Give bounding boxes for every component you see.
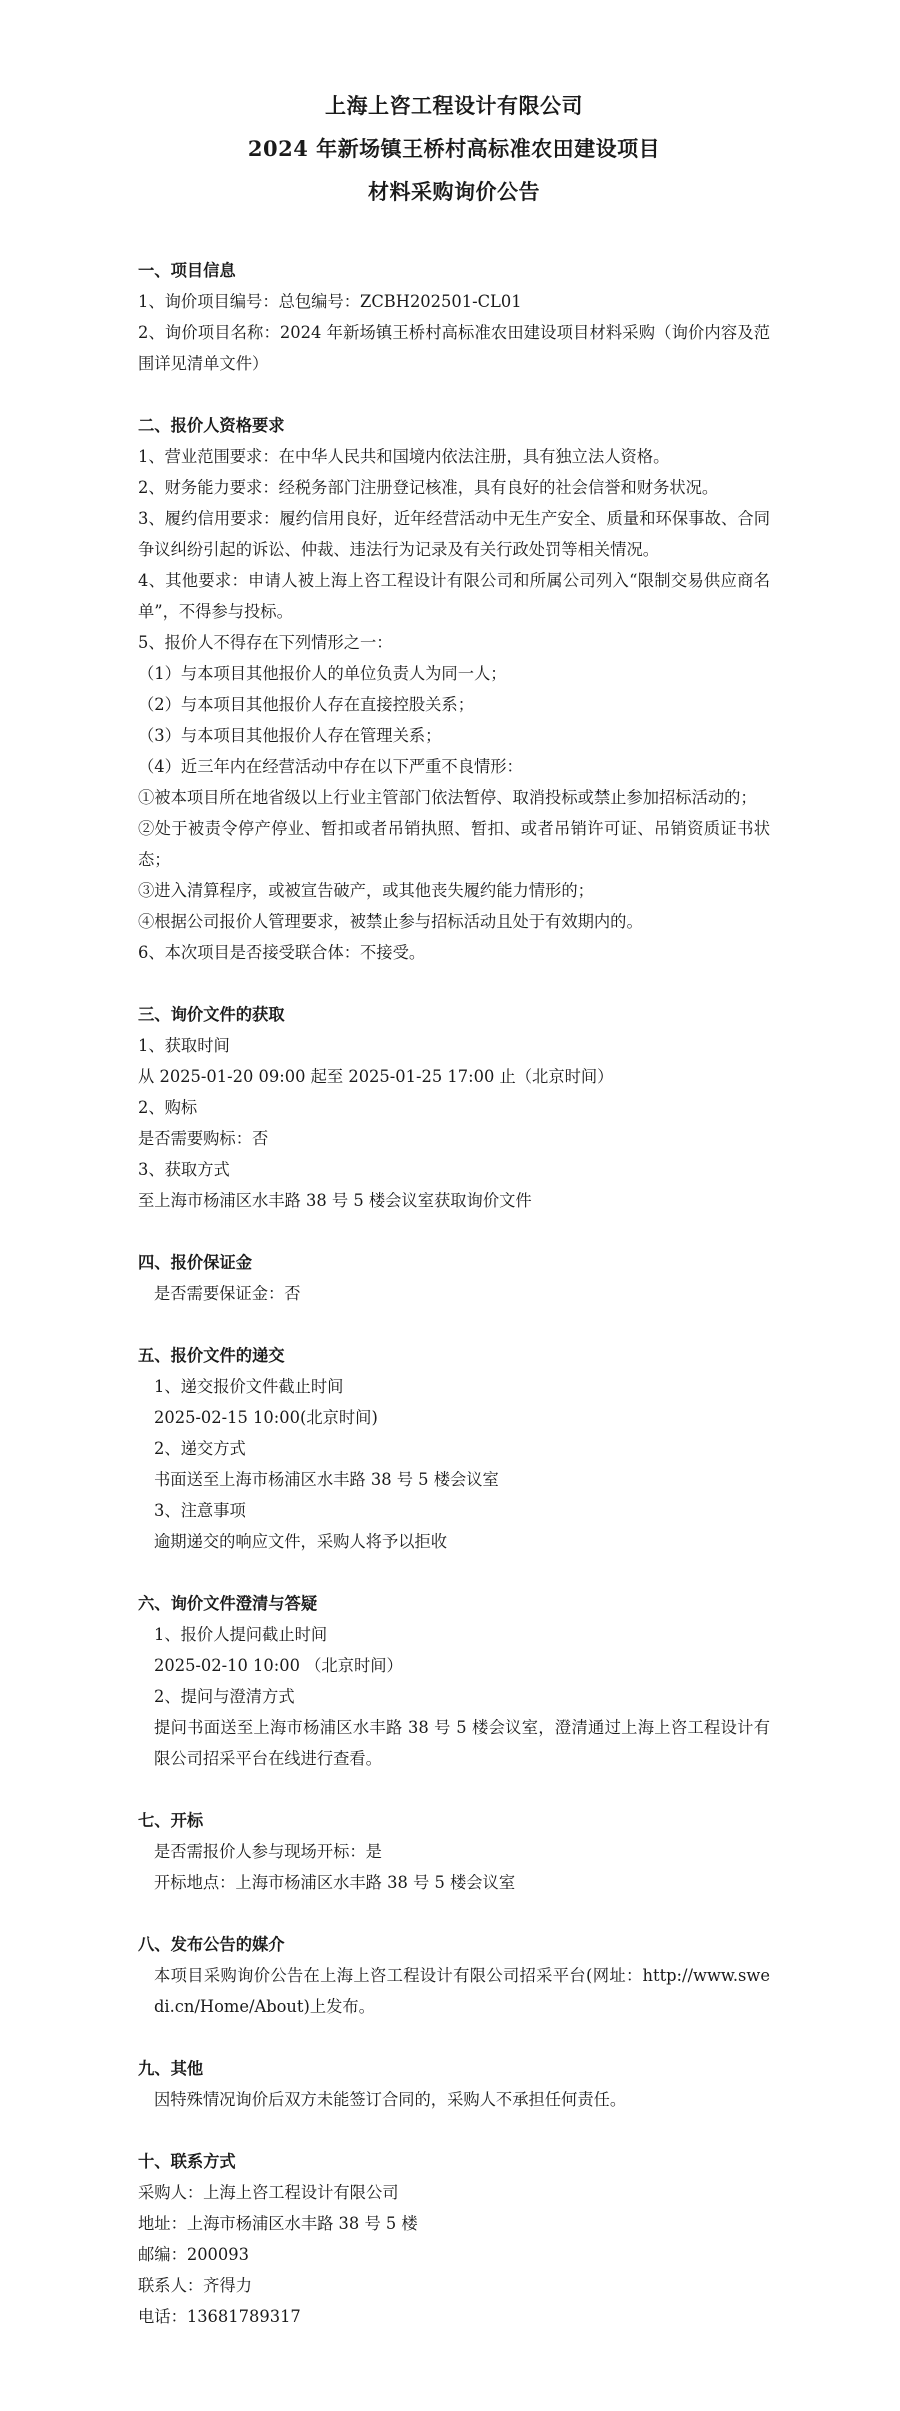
announcement-body [138,255,770,2332]
section-other [138,2053,770,2115]
section-title: 八、发布公告的媒介 [138,1935,285,1954]
paragraph: 3、履约信用要求：履约信用良好，近年经营活动中无生产安全、质量和环保事故、合同争议纠纷引起的诉讼、仲裁、违法行为记录及有关行政处罚等相关情况。 [138,509,770,559]
contact-person: 联系人：齐得力 [138,2276,252,2295]
paragraph: 4、其他要求：申请人被上海上咨工程设计有限公司和所属公司列入“限制交易供应商名单”，不得参与投标。 [138,571,770,621]
section-contact [138,2146,770,2332]
section-project-info [138,255,770,379]
paragraph: 2、财务能力要求：经税务部门注册登记核准，具有良好的社会信誉和财务状况。 [138,478,719,497]
paragraph: 2、购标 [138,1098,198,1117]
section-clarification [138,1588,770,1774]
paragraph: 书面送至上海市杨浦区水丰路 38 号 5 楼会议室 [154,1470,499,1489]
section-title: 三、询价文件的获取 [138,1005,285,1024]
contact-postcode: 邮编：200093 [138,2245,249,2264]
project-title: 2024 年新场镇王桥村高标准农田建设项目 [247,136,661,161]
paragraph: 2、提问与澄清方式 [154,1687,295,1706]
section-submission [138,1340,770,1557]
section-title: 二、报价人资格要求 [138,416,285,435]
paragraph: （4）近三年内在经营活动中存在以下严重不良情形： [138,757,523,776]
section-title: 一、项目信息 [138,261,236,280]
paragraph: 1、获取时间 [138,1036,230,1055]
contact-address: 地址：上海市杨浦区水丰路 38 号 5 楼 [138,2214,418,2233]
paragraph: ②处于被责令停产停业、暂扣或者吊销执照、暂扣、或者吊销许可证、吊销资质证书状态； [138,819,770,869]
document-title: 材料采购询价公告 [368,179,540,204]
paragraph: 1、报价人提问截止时间 [154,1625,328,1644]
paragraph: 6、本次项目是否接受联合体：不接受。 [138,943,426,962]
paragraph: 1、营业范围要求：在中华人民共和国境内依法注册，具有独立法人资格。 [138,447,670,466]
paragraph: 是否需报价人参与现场开标：是 [154,1842,382,1861]
paragraph: （2）与本项目其他报价人存在直接控股关系； [138,695,474,714]
paragraph: 因特殊情况询价后双方未能签订合同的，采购人不承担任何责任。 [154,2090,627,2109]
paragraph: 本项目采购询价公告在上海上咨工程设计有限公司招采平台(网址：http://www.swedi.cn/Home/About)上发布。 [154,1966,770,2016]
paragraph: 是否需要购标：否 [138,1129,269,1148]
paragraph: 是否需要保证金：否 [154,1284,301,1303]
paragraph: 2、递交方式 [154,1439,246,1458]
section-qualification [138,410,770,968]
section-title: 四、报价保证金 [138,1253,252,1272]
section-media [138,1929,770,2022]
section-title: 五、报价文件的递交 [138,1346,285,1365]
section-bid-opening [138,1805,770,1898]
paragraph: 3、注意事项 [154,1501,246,1520]
paragraph: （3）与本项目其他报价人存在管理关系； [138,726,442,745]
paragraph: 提问书面送至上海市杨浦区水丰路 38 号 5 楼会议室，澄清通过上海上咨工程设计有限公司招采平台在线进行查看。 [154,1718,770,1768]
paragraph: 逾期递交的响应文件，采购人将予以拒收 [154,1532,448,1551]
section-title: 六、询价文件澄清与答疑 [138,1594,318,1613]
paragraph: 2025-02-15 10:00(北京时间) [154,1408,378,1427]
paragraph: ③进入清算程序，或被宣告破产，或其他丧失履约能力情形的； [138,881,594,900]
paragraph: （1）与本项目其他报价人的单位负责人为同一人； [138,664,507,683]
section-title: 九、其他 [138,2059,204,2078]
paragraph: 1、询价项目编号：总包编号：ZCBH202501-CL01 [138,292,522,311]
paragraph: 5、报价人不得存在下列情形之一： [138,633,393,652]
company-title: 上海上咨工程设计有限公司 [325,93,583,118]
paragraph: 2025-02-10 10:00 （北京时间） [154,1656,403,1675]
paragraph: 从 2025-01-20 09:00 起至 2025-01-25 17:00 止（北京时间） [138,1067,614,1086]
contact-purchaser: 采购人：上海上咨工程设计有限公司 [138,2183,399,2202]
section-deposit [138,1247,770,1309]
title-block [138,0,770,213]
section-title: 十、联系方式 [138,2152,236,2171]
paragraph: 至上海市杨浦区水丰路 38 号 5 楼会议室获取询价文件 [138,1191,532,1210]
contact-phone: 电话：13681789317 [138,2307,301,2326]
paragraph: 2、询价项目名称：2024 年新场镇王桥村高标准农田建设项目材料采购（询价内容及范围详见清单文件） [138,323,770,373]
paragraph: ①被本项目所在地省级以上行业主管部门依法暂停、取消投标或禁止参加招标活动的； [138,788,757,807]
section-obtain-documents [138,999,770,1216]
paragraph: 开标地点：上海市杨浦区水丰路 38 号 5 楼会议室 [154,1873,516,1892]
paragraph: 1、递交报价文件截止时间 [154,1377,344,1396]
paragraph: 3、获取方式 [138,1160,230,1179]
paragraph: ④根据公司报价人管理要求，被禁止参与招标活动且处于有效期内的。 [138,912,643,931]
section-title: 七、开标 [138,1811,204,1830]
